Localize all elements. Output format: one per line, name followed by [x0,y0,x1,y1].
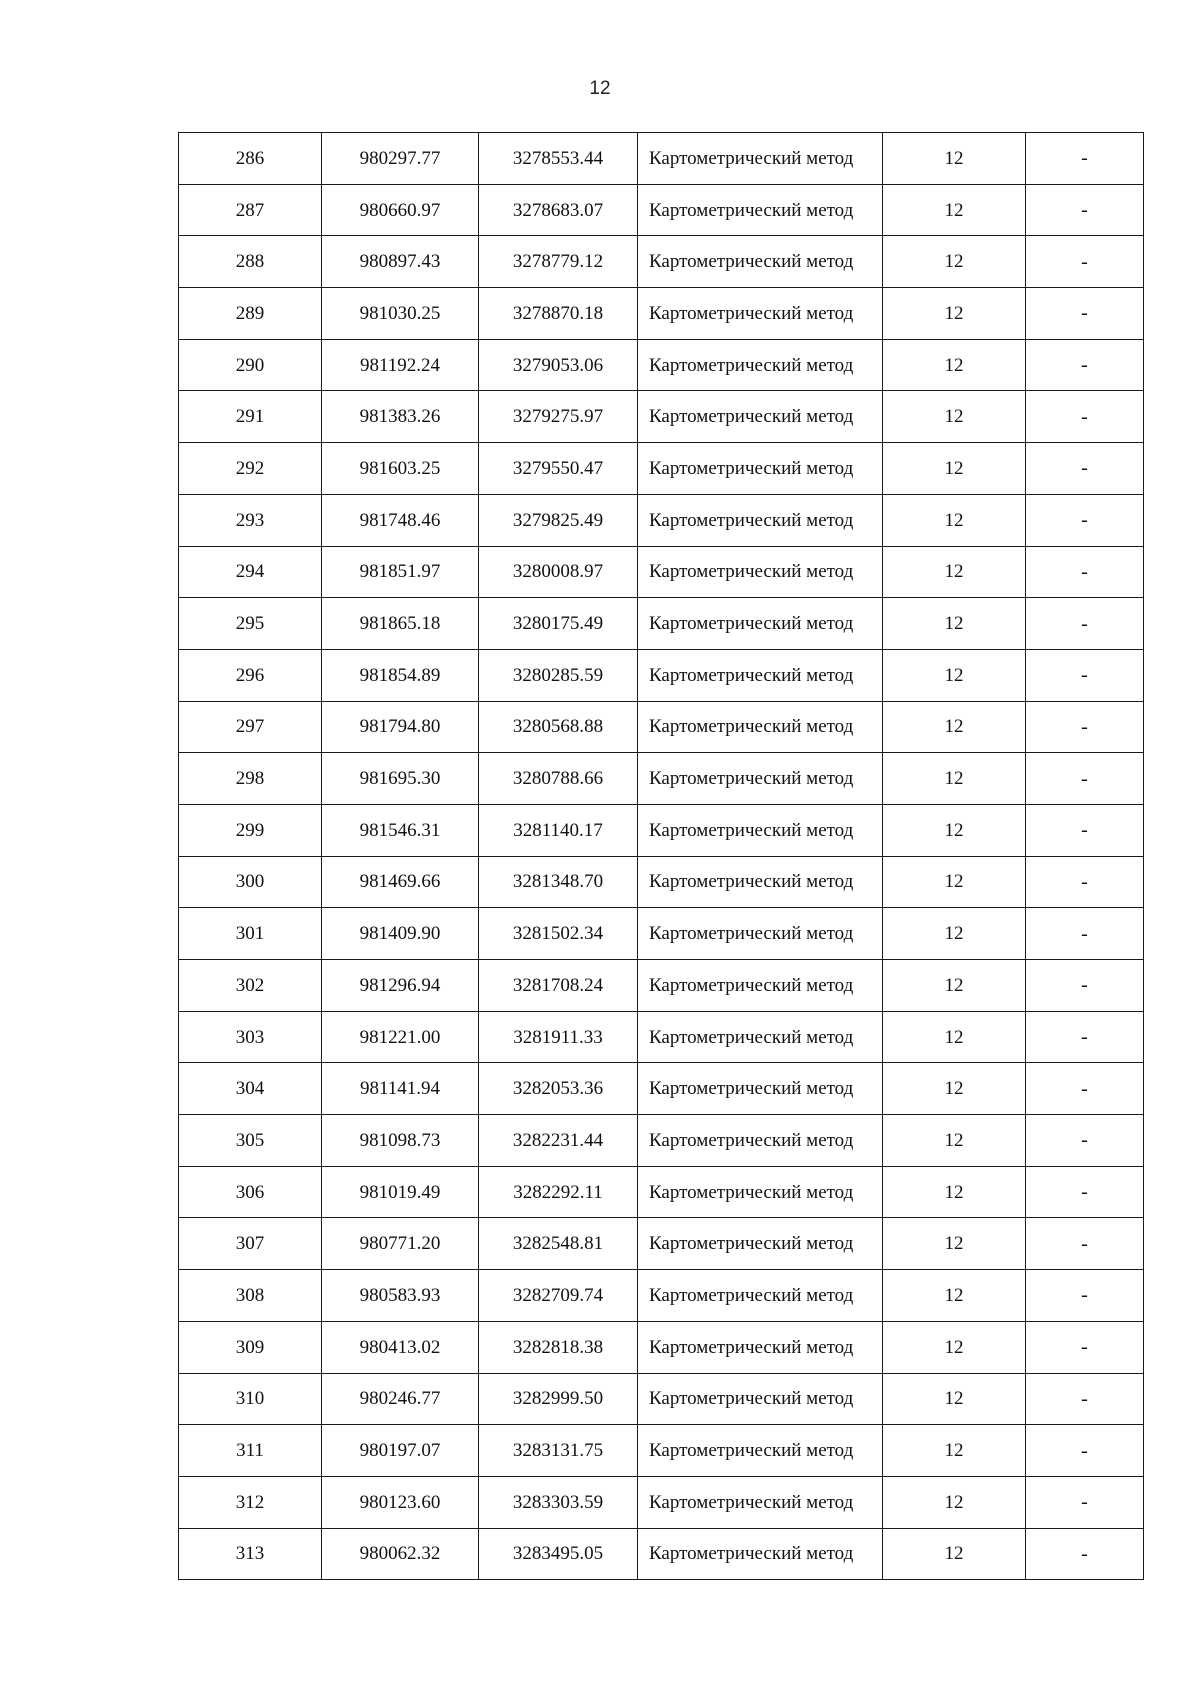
accuracy-cell: 12 [883,753,1026,805]
table-row [179,1011,1144,1063]
point-number-cell: 290 [179,339,322,391]
note-cell: - [1026,288,1144,340]
note-cell: - [1026,1425,1144,1477]
table-row [179,236,1144,288]
y-coordinate-cell: 3281708.24 [479,960,638,1012]
note-cell: - [1026,1270,1144,1322]
point-number-cell: 289 [179,288,322,340]
note-cell: - [1026,908,1144,960]
accuracy-cell: 12 [883,391,1026,443]
method-cell: Картометрический метод [638,649,883,701]
point-number-cell: 300 [179,856,322,908]
table-row [179,649,1144,701]
y-coordinate-cell: 3280788.66 [479,753,638,805]
table-row [179,1218,1144,1270]
accuracy-cell: 12 [883,1373,1026,1425]
accuracy-cell: 12 [883,288,1026,340]
accuracy-cell: 12 [883,1166,1026,1218]
note-cell: - [1026,236,1144,288]
accuracy-cell: 12 [883,236,1026,288]
table-row [179,288,1144,340]
y-coordinate-cell: 3278683.07 [479,184,638,236]
x-coordinate-cell: 980062.32 [322,1528,479,1580]
point-number-cell: 310 [179,1373,322,1425]
x-coordinate-cell: 980413.02 [322,1321,479,1373]
point-number-cell: 292 [179,443,322,495]
accuracy-cell: 12 [883,908,1026,960]
y-coordinate-cell: 3282053.36 [479,1063,638,1115]
table-row [179,133,1144,185]
accuracy-cell: 12 [883,1476,1026,1528]
y-coordinate-cell: 3282709.74 [479,1270,638,1322]
note-cell: - [1026,1321,1144,1373]
point-number-cell: 313 [179,1528,322,1580]
accuracy-cell: 12 [883,1011,1026,1063]
accuracy-cell: 12 [883,649,1026,701]
x-coordinate-cell: 981098.73 [322,1115,479,1167]
y-coordinate-cell: 3281502.34 [479,908,638,960]
note-cell: - [1026,184,1144,236]
method-cell: Картометрический метод [638,1321,883,1373]
point-number-cell: 304 [179,1063,322,1115]
method-cell: Картометрический метод [638,856,883,908]
y-coordinate-cell: 3279550.47 [479,443,638,495]
method-cell: Картометрический метод [638,1476,883,1528]
note-cell: - [1026,546,1144,598]
table-row [179,391,1144,443]
x-coordinate-cell: 981865.18 [322,598,479,650]
coordinates-table [178,132,1144,1580]
note-cell: - [1026,701,1144,753]
accuracy-cell: 12 [883,1321,1026,1373]
accuracy-cell: 12 [883,184,1026,236]
x-coordinate-cell: 981748.46 [322,494,479,546]
method-cell: Картометрический метод [638,546,883,598]
x-coordinate-cell: 981409.90 [322,908,479,960]
point-number-cell: 294 [179,546,322,598]
point-number-cell: 287 [179,184,322,236]
point-number-cell: 303 [179,1011,322,1063]
y-coordinate-cell: 3278870.18 [479,288,638,340]
y-coordinate-cell: 3281348.70 [479,856,638,908]
note-cell: - [1026,598,1144,650]
table-row [179,701,1144,753]
method-cell: Картометрический метод [638,960,883,1012]
note-cell: - [1026,804,1144,856]
method-cell: Картометрический метод [638,908,883,960]
note-cell: - [1026,856,1144,908]
x-coordinate-cell: 981141.94 [322,1063,479,1115]
point-number-cell: 309 [179,1321,322,1373]
method-cell: Картометрический метод [638,701,883,753]
table-row [179,753,1144,805]
x-coordinate-cell: 981469.66 [322,856,479,908]
point-number-cell: 305 [179,1115,322,1167]
y-coordinate-cell: 3280285.59 [479,649,638,701]
y-coordinate-cell: 3279053.06 [479,339,638,391]
x-coordinate-cell: 980197.07 [322,1425,479,1477]
y-coordinate-cell: 3282548.81 [479,1218,638,1270]
y-coordinate-cell: 3282818.38 [479,1321,638,1373]
point-number-cell: 296 [179,649,322,701]
note-cell: - [1026,753,1144,805]
x-coordinate-cell: 980297.77 [322,133,479,185]
x-coordinate-cell: 981854.89 [322,649,479,701]
method-cell: Картометрический метод [638,1063,883,1115]
method-cell: Картометрический метод [638,753,883,805]
y-coordinate-cell: 3280175.49 [479,598,638,650]
accuracy-cell: 12 [883,701,1026,753]
x-coordinate-cell: 981296.94 [322,960,479,1012]
note-cell: - [1026,1373,1144,1425]
method-cell: Картометрический метод [638,598,883,650]
y-coordinate-cell: 3281911.33 [479,1011,638,1063]
method-cell: Картометрический метод [638,184,883,236]
point-number-cell: 286 [179,133,322,185]
method-cell: Картометрический метод [638,1166,883,1218]
method-cell: Картометрический метод [638,494,883,546]
x-coordinate-cell: 981546.31 [322,804,479,856]
y-coordinate-cell: 3282231.44 [479,1115,638,1167]
coordinates-table-body [179,133,1144,1580]
accuracy-cell: 12 [883,494,1026,546]
table-row [179,1063,1144,1115]
point-number-cell: 301 [179,908,322,960]
x-coordinate-cell: 980771.20 [322,1218,479,1270]
point-number-cell: 291 [179,391,322,443]
table-row [179,598,1144,650]
y-coordinate-cell: 3282292.11 [479,1166,638,1218]
accuracy-cell: 12 [883,598,1026,650]
accuracy-cell: 12 [883,856,1026,908]
note-cell: - [1026,494,1144,546]
accuracy-cell: 12 [883,1425,1026,1477]
point-number-cell: 288 [179,236,322,288]
x-coordinate-cell: 980246.77 [322,1373,479,1425]
point-number-cell: 312 [179,1476,322,1528]
point-number-cell: 308 [179,1270,322,1322]
table-row [179,339,1144,391]
note-cell: - [1026,1218,1144,1270]
x-coordinate-cell: 980660.97 [322,184,479,236]
y-coordinate-cell: 3279275.97 [479,391,638,443]
y-coordinate-cell: 3280568.88 [479,701,638,753]
y-coordinate-cell: 3280008.97 [479,546,638,598]
y-coordinate-cell: 3283131.75 [479,1425,638,1477]
note-cell: - [1026,1528,1144,1580]
method-cell: Картометрический метод [638,1270,883,1322]
method-cell: Картометрический метод [638,288,883,340]
accuracy-cell: 12 [883,960,1026,1012]
method-cell: Картометрический метод [638,1373,883,1425]
x-coordinate-cell: 981695.30 [322,753,479,805]
y-coordinate-cell: 3278779.12 [479,236,638,288]
x-coordinate-cell: 981019.49 [322,1166,479,1218]
table-row [179,1528,1144,1580]
point-number-cell: 307 [179,1218,322,1270]
method-cell: Картометрический метод [638,1011,883,1063]
point-number-cell: 293 [179,494,322,546]
accuracy-cell: 12 [883,339,1026,391]
accuracy-cell: 12 [883,1115,1026,1167]
table-row [179,908,1144,960]
note-cell: - [1026,649,1144,701]
note-cell: - [1026,1166,1144,1218]
table-row [179,1166,1144,1218]
point-number-cell: 311 [179,1425,322,1477]
note-cell: - [1026,339,1144,391]
table-row [179,960,1144,1012]
point-number-cell: 298 [179,753,322,805]
x-coordinate-cell: 981221.00 [322,1011,479,1063]
y-coordinate-cell: 3282999.50 [479,1373,638,1425]
point-number-cell: 306 [179,1166,322,1218]
table-row [179,1115,1144,1167]
x-coordinate-cell: 981794.80 [322,701,479,753]
accuracy-cell: 12 [883,443,1026,495]
point-number-cell: 297 [179,701,322,753]
method-cell: Картометрический метод [638,236,883,288]
y-coordinate-cell: 3283495.05 [479,1528,638,1580]
accuracy-cell: 12 [883,546,1026,598]
accuracy-cell: 12 [883,1528,1026,1580]
y-coordinate-cell: 3279825.49 [479,494,638,546]
method-cell: Картометрический метод [638,391,883,443]
accuracy-cell: 12 [883,804,1026,856]
note-cell: - [1026,960,1144,1012]
method-cell: Картометрический метод [638,1218,883,1270]
x-coordinate-cell: 980897.43 [322,236,479,288]
method-cell: Картометрический метод [638,1528,883,1580]
table-row [179,184,1144,236]
table-row [179,1270,1144,1322]
table-row [179,443,1144,495]
table-row [179,494,1144,546]
y-coordinate-cell: 3281140.17 [479,804,638,856]
accuracy-cell: 12 [883,1218,1026,1270]
x-coordinate-cell: 981030.25 [322,288,479,340]
table-row [179,1321,1144,1373]
note-cell: - [1026,391,1144,443]
point-number-cell: 302 [179,960,322,1012]
note-cell: - [1026,443,1144,495]
note-cell: - [1026,1476,1144,1528]
table-row [179,856,1144,908]
x-coordinate-cell: 981192.24 [322,339,479,391]
x-coordinate-cell: 981851.97 [322,546,479,598]
accuracy-cell: 12 [883,133,1026,185]
table-row [179,1425,1144,1477]
table-row [179,1373,1144,1425]
method-cell: Картометрический метод [638,1115,883,1167]
point-number-cell: 299 [179,804,322,856]
note-cell: - [1026,1011,1144,1063]
y-coordinate-cell: 3278553.44 [479,133,638,185]
method-cell: Картометрический метод [638,443,883,495]
table-row [179,546,1144,598]
method-cell: Картометрический метод [638,804,883,856]
method-cell: Картометрический метод [638,339,883,391]
note-cell: - [1026,133,1144,185]
table-row [179,804,1144,856]
method-cell: Картометрический метод [638,133,883,185]
x-coordinate-cell: 981383.26 [322,391,479,443]
y-coordinate-cell: 3283303.59 [479,1476,638,1528]
note-cell: - [1026,1115,1144,1167]
note-cell: - [1026,1063,1144,1115]
x-coordinate-cell: 981603.25 [322,443,479,495]
accuracy-cell: 12 [883,1270,1026,1322]
x-coordinate-cell: 980123.60 [322,1476,479,1528]
page-number: 12 [589,78,611,99]
point-number-cell: 295 [179,598,322,650]
x-coordinate-cell: 980583.93 [322,1270,479,1322]
method-cell: Картометрический метод [638,1425,883,1477]
accuracy-cell: 12 [883,1063,1026,1115]
table-row [179,1476,1144,1528]
